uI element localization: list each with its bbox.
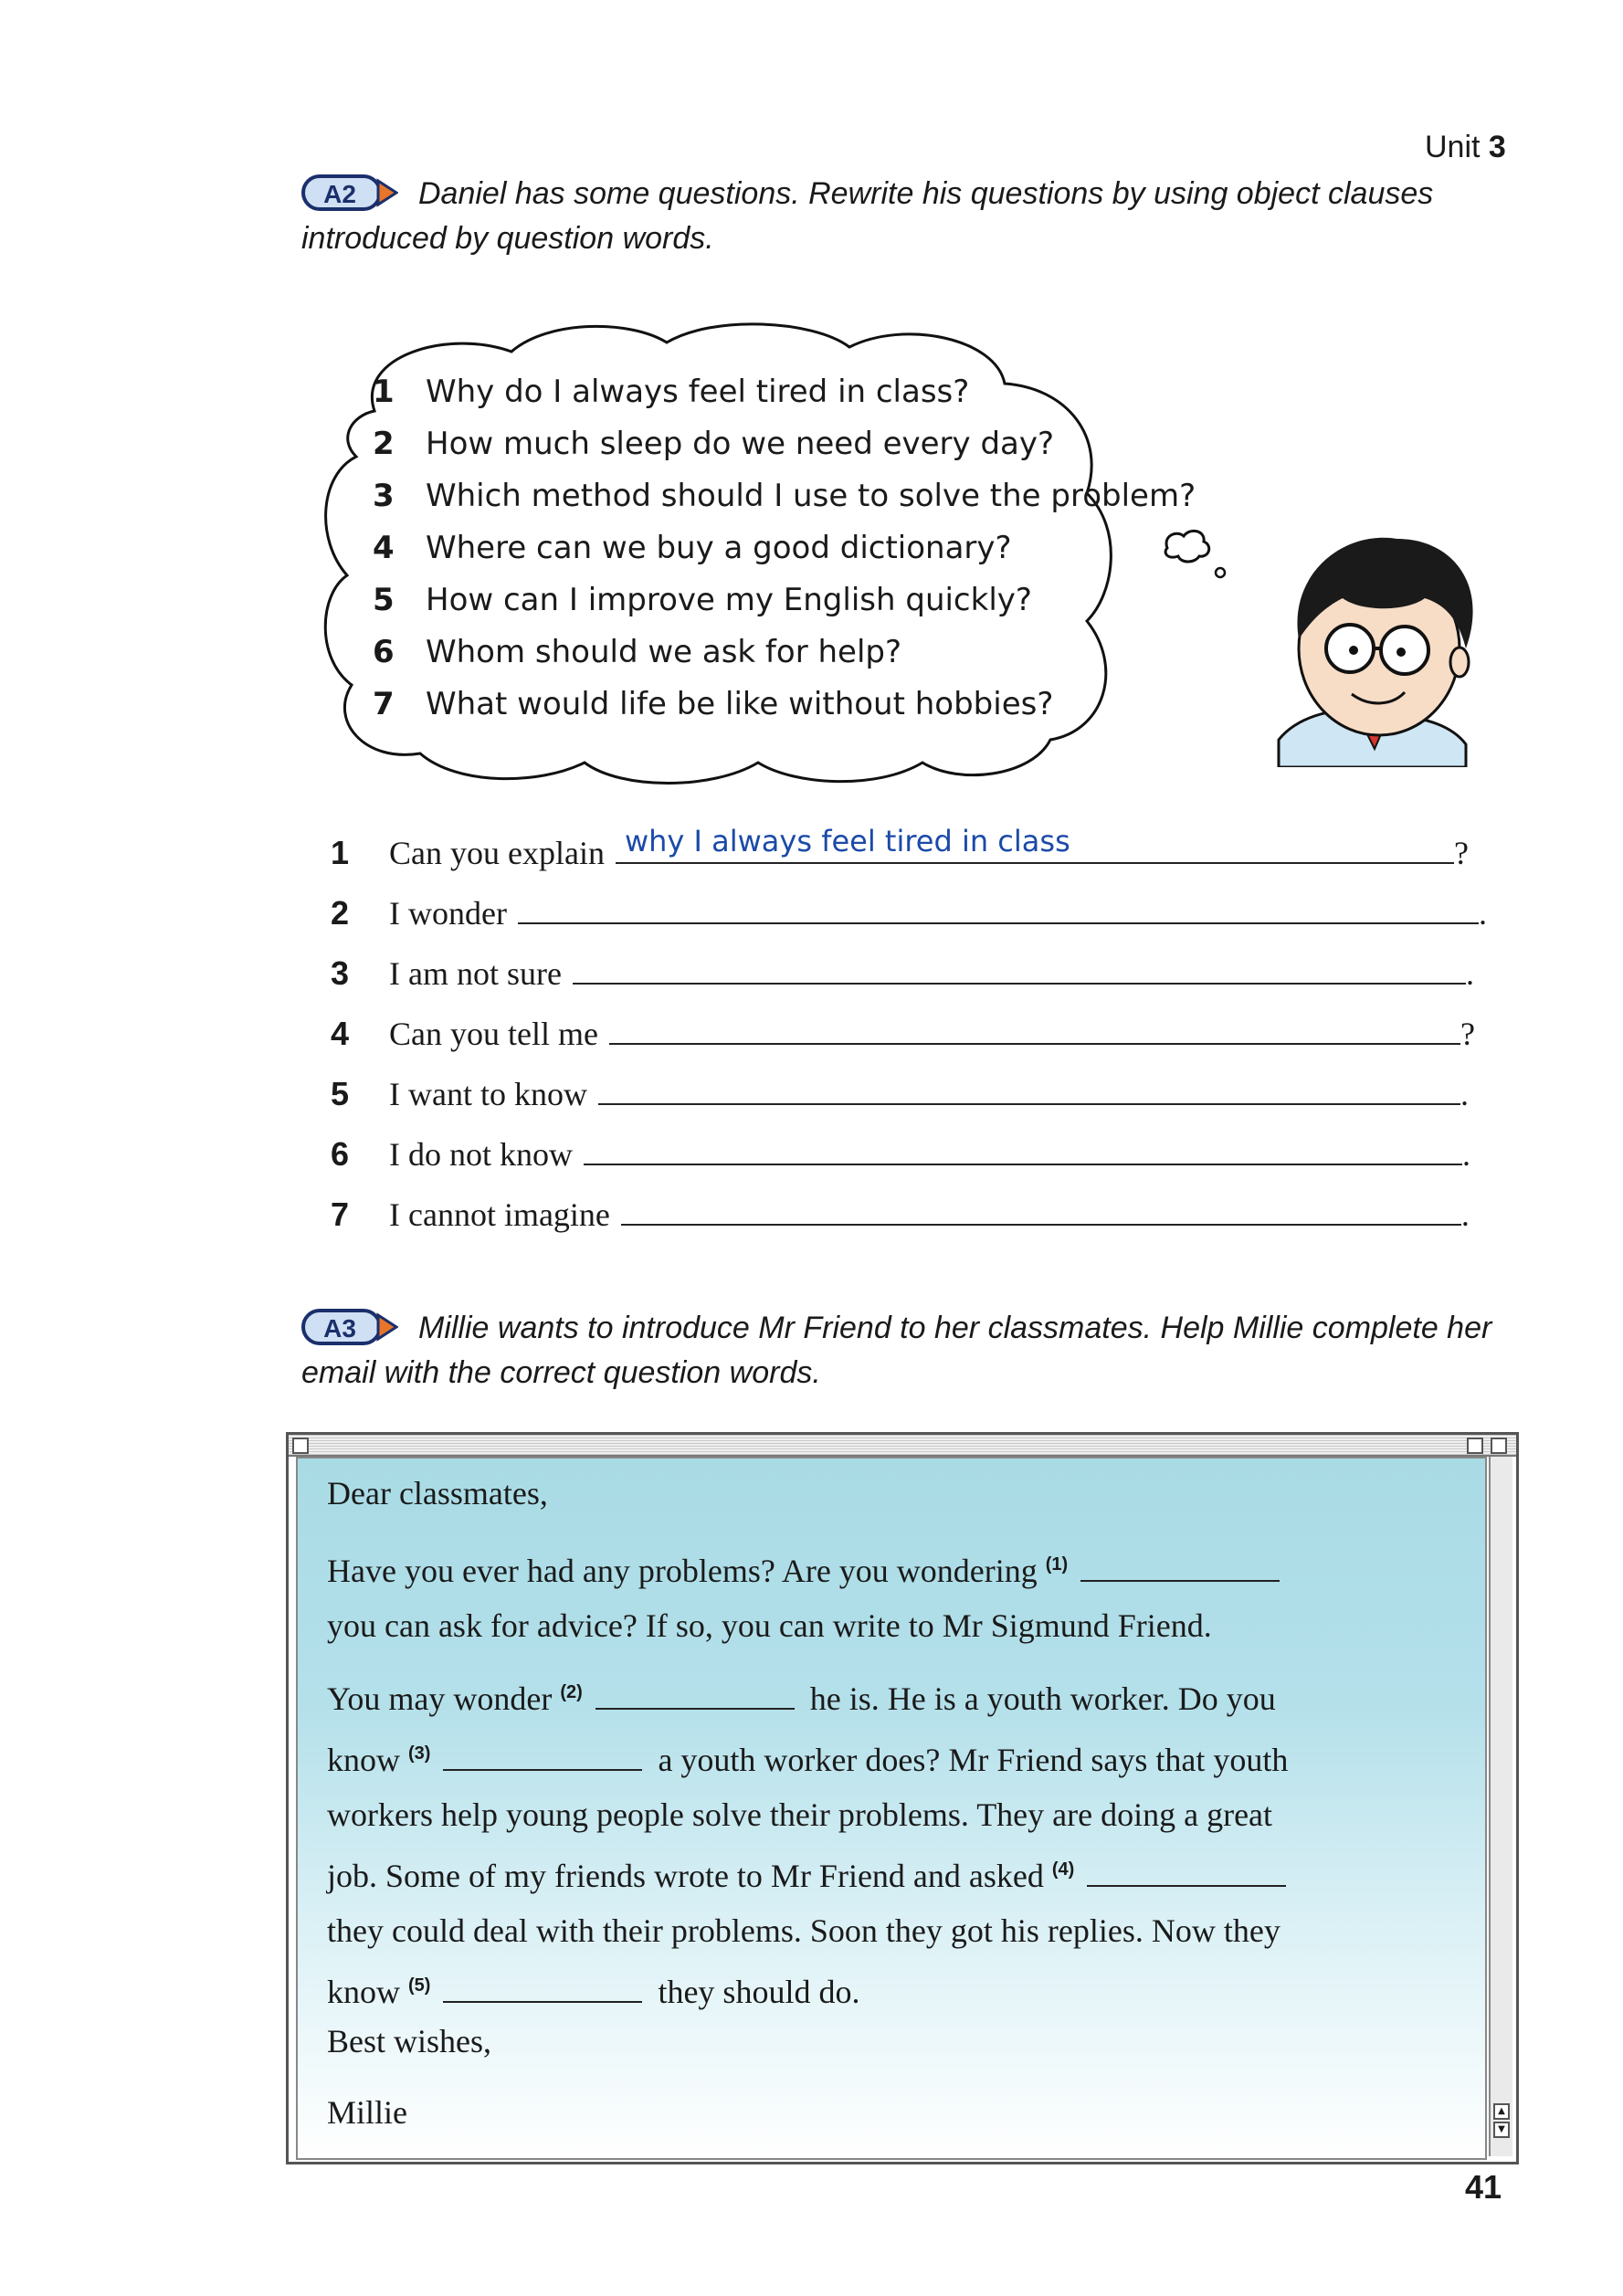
zoom-box-icon[interactable] — [1467, 1438, 1483, 1454]
a3-badge-label: A3 — [323, 1314, 356, 1343]
close-box-icon[interactable] — [292, 1438, 309, 1454]
question-list — [373, 365, 1196, 730]
email-body — [296, 1457, 1487, 2160]
email-blank-1[interactable] — [1080, 1553, 1280, 1582]
answer-blank[interactable] — [518, 891, 1479, 924]
collapse-box-icon[interactable] — [1491, 1438, 1507, 1454]
email-title-bar — [289, 1435, 1516, 1457]
question-item: 4 Where can we buy a good dictionary? — [373, 529, 1012, 566]
answer-row: 6 I do not know . — [331, 1132, 1470, 1174]
email-paragraph-2: You may wonder $^{(2)}$ he is. He is a youth worker. Do you know $^{(3)}$ a youth worker does? Mr Friend says that youth workers help young people solve their problems. They are doing a great job. Some of my friends wrote to Mr Friend and asked $^{(4)}$ they could deal with their problems. Soon they got his replies. Now they know $^{(5)}$ they should do. — [327, 1680, 1289, 2010]
answer-row: 3 I am not sure . — [331, 952, 1474, 993]
unit-heading — [1425, 130, 1506, 165]
unit-label: Unit — [1425, 130, 1481, 164]
a3-instruction: Millie wants to introduce Mr Friend to her classmates. Help Millie complete her email with the correct question words. — [301, 1311, 1492, 1390]
question-item: 6 Whom should we ask for help? — [373, 633, 902, 670]
question-item: 5 How can I improve my English quickly? — [373, 581, 1032, 618]
email-closing: Best wishes, — [327, 2023, 491, 2059]
email-paragraph-1: Have you ever had any problems? Are you wondering $^{(1)}$ you can ask for advice? If so, you can write to Mr Sigmund Friend. — [327, 1537, 1487, 1653]
answer-blank[interactable] — [598, 1072, 1460, 1105]
email-greeting: Dear classmates, — [327, 1475, 548, 1511]
answer-row: 1 Can you explain why I always feel tired in class ? — [331, 824, 1469, 871]
answer-blank[interactable] — [609, 1012, 1460, 1045]
email-signature: Millie — [327, 2094, 407, 2131]
email-blank-4[interactable] — [1087, 1858, 1286, 1887]
answer-blank[interactable] — [573, 952, 1466, 985]
answer-blank[interactable] — [584, 1132, 1462, 1165]
answer-row: 7 I cannot imagine . — [331, 1193, 1470, 1234]
question-item: 7 What would life be like without hobbies? — [373, 685, 1054, 722]
question-item: 3 Which method should I use to solve the problem? — [373, 477, 1196, 514]
scroll-down-arrow-icon[interactable]: ▼ — [1493, 2122, 1510, 2138]
a2-badge-label: A2 — [323, 180, 356, 208]
question-item: 2 How much sleep do we need every day? — [373, 425, 1055, 462]
answer-row: 2 I wonder . — [331, 891, 1487, 932]
email-blank-5[interactable] — [443, 1974, 642, 2003]
page-number: 41 — [1465, 2168, 1502, 2206]
question-item: 1 Why do I always feel tired in class? — [373, 373, 970, 410]
answer-blank[interactable]: why I always feel tired in class — [616, 831, 1454, 864]
scroll-up-arrow-icon[interactable]: ▲ — [1493, 2103, 1510, 2120]
email-blank-3[interactable] — [443, 1742, 642, 1771]
a2-instruction: Daniel has some questions. Rewrite his questions by using object clauses introduced by question words. — [301, 176, 1434, 256]
email-window — [286, 1432, 1519, 2164]
email-blank-2[interactable] — [595, 1680, 795, 1710]
unit-number: 3 — [1488, 130, 1506, 164]
email-scrollbar[interactable] — [1489, 1457, 1512, 2156]
answer-row: 5 I want to know . — [331, 1072, 1469, 1113]
daniel-cartoon-image — [1242, 511, 1507, 767]
answer-blank[interactable] — [621, 1193, 1461, 1226]
answer-row: 4 Can you tell me ? — [331, 1012, 1475, 1053]
